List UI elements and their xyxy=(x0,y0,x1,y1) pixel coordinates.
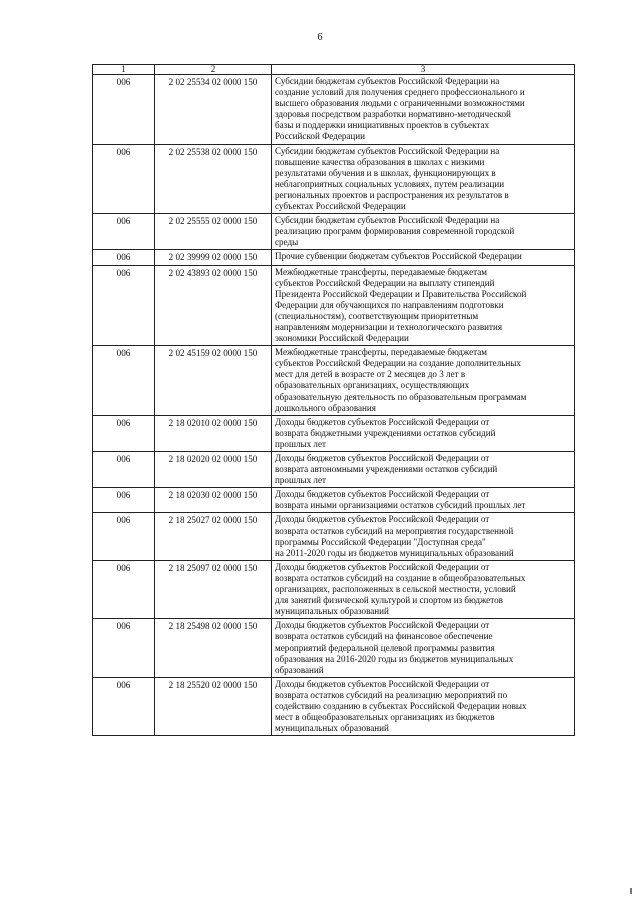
column-header-2: 2 xyxy=(155,65,272,75)
description-line: повышение качества образования в школах с низкими xyxy=(275,156,485,167)
classification-code-cell: 2 18 02020 02 0000 150 xyxy=(155,452,272,488)
description-line: Прочие субвенции бюджетам субъектов Российской Федерации xyxy=(275,251,522,262)
description-line: неблагоприятных социальных условиях, путем реализации xyxy=(275,178,505,189)
classification-code-cell: 2 02 45159 02 0000 150 xyxy=(155,346,272,416)
page-number: 6 xyxy=(317,32,323,43)
description-cell xyxy=(272,250,575,265)
description-cell xyxy=(272,677,575,735)
table-row xyxy=(93,560,575,618)
table-row xyxy=(93,214,575,250)
description-line: программы Российской Федерации "Доступная среда" xyxy=(275,536,486,547)
description-line: муниципальных образований xyxy=(275,723,389,734)
description-line: дошкольного образования xyxy=(275,402,376,413)
description-line: (специальностям), соответствующим приоритетным xyxy=(275,310,479,321)
admin-code-cell: 006 xyxy=(93,560,155,618)
description-line: субъектов Российской Федерации на создание дополнительных xyxy=(275,358,521,369)
description-line: экономики Российской Федерации xyxy=(275,333,409,344)
admin-code-cell: 006 xyxy=(93,677,155,735)
description-line: содействию созданию в субъектах Российской Федерации новых xyxy=(275,700,527,711)
description-line: возврата остатков субсидий на мероприятия государственной xyxy=(275,525,514,536)
description-line: образовательную деятельность по образовательным программам xyxy=(275,391,527,402)
revenue-classification-table xyxy=(92,64,575,736)
classification-code-cell: 2 02 25538 02 0000 150 xyxy=(155,144,272,214)
admin-code-cell: 006 xyxy=(93,452,155,488)
description-line: Доходы бюджетов субъектов Российской Федерации от xyxy=(275,416,490,427)
description-line: мероприятий федеральной целевой программы развития xyxy=(275,642,495,653)
description-cell xyxy=(272,144,575,214)
admin-code-cell: 006 xyxy=(93,415,155,451)
description-line: образования на 2016-2020 годы из бюджетов муниципальных xyxy=(275,653,514,664)
admin-code-cell: 006 xyxy=(93,488,155,513)
description-line: возврата иными организациями остатков субсидий прошлых лет xyxy=(275,500,526,511)
admin-code-cell: 006 xyxy=(93,144,155,214)
description-line: субъектов Российской Федерации на выплату стипендий xyxy=(275,277,495,288)
description-line: возврата автономными учреждениями остатков субсидий xyxy=(275,464,498,475)
description-line: прошлых лет xyxy=(275,475,326,486)
classification-code-cell: 2 02 43893 02 0000 150 xyxy=(155,265,272,346)
description-cell xyxy=(272,513,575,560)
description-line: базы и поддержки инициативных проектов в субъектах xyxy=(275,120,490,131)
description-line: Межбюджетные трансферты, передаваемые бюджетам xyxy=(275,347,487,358)
classification-code-cell: 2 02 25534 02 0000 150 xyxy=(155,75,272,145)
admin-code-cell: 006 xyxy=(93,250,155,265)
description-line: Российской Федерации xyxy=(275,131,366,142)
table-row xyxy=(93,250,575,265)
description-line: создание условий для получения среднего профессионального и xyxy=(275,87,525,98)
description-line: Федерации для обучающихся по направлениям подготовки xyxy=(275,299,504,310)
description-line: образований xyxy=(275,664,324,675)
classification-code-cell: 2 02 39999 02 0000 150 xyxy=(155,250,272,265)
description-cell xyxy=(272,214,575,250)
column-header-3: 3 xyxy=(272,65,575,75)
description-line: среды xyxy=(275,237,299,248)
classification-code-cell: 2 02 25555 02 0000 150 xyxy=(155,214,272,250)
table-row xyxy=(93,488,575,513)
description-line: на 2011-2020 годы из бюджетов муниципальных образований xyxy=(275,547,514,558)
admin-code-cell: 006 xyxy=(93,346,155,416)
description-line: возврата остатков субсидий на создание в общеобразовательных xyxy=(275,572,526,583)
edge-mark xyxy=(630,888,632,894)
description-line: Доходы бюджетов субъектов Российской Федерации от xyxy=(275,620,490,631)
classification-code-cell: 2 18 02030 02 0000 150 xyxy=(155,488,272,513)
description-line: возврата бюджетными учреждениями остатков субсидий xyxy=(275,427,496,438)
description-line: субъектах Российской Федерации xyxy=(275,201,406,212)
classification-code-cell: 2 18 25097 02 0000 150 xyxy=(155,560,272,618)
description-line: реализацию программ формирования современной городской xyxy=(275,226,515,237)
table-row xyxy=(93,144,575,214)
table-row xyxy=(93,75,575,145)
classification-code-cell: 2 18 25498 02 0000 150 xyxy=(155,619,272,677)
description-cell xyxy=(272,560,575,618)
description-line: высшего образования людьми с ограниченными возможностями xyxy=(275,98,525,109)
table-row xyxy=(93,619,575,677)
description-line: возврата остатков субсидий на реализацию мероприятий по xyxy=(275,689,508,700)
description-line: направлениям модернизации и технологического развития xyxy=(275,321,503,332)
admin-code-cell: 006 xyxy=(93,214,155,250)
table-header-row xyxy=(93,65,575,75)
admin-code-cell: 006 xyxy=(93,619,155,677)
description-line: прошлых лет xyxy=(275,438,326,449)
classification-code-cell: 2 18 25520 02 0000 150 xyxy=(155,677,272,735)
description-cell xyxy=(272,619,575,677)
description-line: мест для детей в возрасте от 2 месяцев до 3 лет в xyxy=(275,369,466,380)
description-line: Субсидии бюджетам субъектов Российской Федерации на xyxy=(275,145,500,156)
description-line: муниципальных образований xyxy=(275,606,389,617)
classification-code-cell: 2 18 02010 02 0000 150 xyxy=(155,415,272,451)
description-line: Межбюджетные трансферты, передаваемые бюджетам xyxy=(275,266,487,277)
description-cell xyxy=(272,452,575,488)
admin-code-cell: 006 xyxy=(93,513,155,560)
description-line: мест в общеобразовательных организациях из бюджетов xyxy=(275,712,495,723)
description-line: для занятий физической культурой и спортом из бюджетов xyxy=(275,595,503,606)
description-line: региональных проектов и распространения их результатов в xyxy=(275,189,509,200)
description-cell xyxy=(272,75,575,145)
table-row xyxy=(93,513,575,560)
description-line: здоровья посредством разработки нормативно-методической xyxy=(275,109,511,120)
description-line: Субсидии бюджетам субъектов Российской Федерации на xyxy=(275,215,500,226)
admin-code-cell: 006 xyxy=(93,265,155,346)
admin-code-cell: 006 xyxy=(93,75,155,145)
description-line: Доходы бюджетов субъектов Российской Федерации от xyxy=(275,489,490,500)
description-cell xyxy=(272,346,575,416)
description-line: организациях, расположенных в сельской местности, условий xyxy=(275,584,516,595)
table-row xyxy=(93,346,575,416)
table-row xyxy=(93,452,575,488)
description-line: Доходы бюджетов субъектов Российской Федерации от xyxy=(275,514,490,525)
description-line: возврата остатков субсидий на финансовое обеспечение xyxy=(275,631,493,642)
table-row xyxy=(93,265,575,346)
description-cell xyxy=(272,265,575,346)
table-row xyxy=(93,677,575,735)
description-line: образовательных организациях, осуществляющих xyxy=(275,380,470,391)
description-cell xyxy=(272,415,575,451)
description-line: Субсидии бюджетам субъектов Российской Федерации на xyxy=(275,76,500,86)
table-row xyxy=(93,415,575,451)
description-line: Президента Российской Федерации и Правительства Российской xyxy=(275,288,527,299)
classification-code-cell: 2 18 25027 02 0000 150 xyxy=(155,513,272,560)
description-cell xyxy=(272,488,575,513)
column-header-1: 1 xyxy=(93,65,155,75)
table-body xyxy=(93,75,575,736)
description-line: результатами обучения и в школах, функционирующих в xyxy=(275,167,496,178)
description-line: Доходы бюджетов субъектов Российской Федерации от xyxy=(275,678,490,689)
description-line: Доходы бюджетов субъектов Российской Федерации от xyxy=(275,453,490,463)
description-line: Доходы бюджетов субъектов Российской Федерации от xyxy=(275,561,490,572)
